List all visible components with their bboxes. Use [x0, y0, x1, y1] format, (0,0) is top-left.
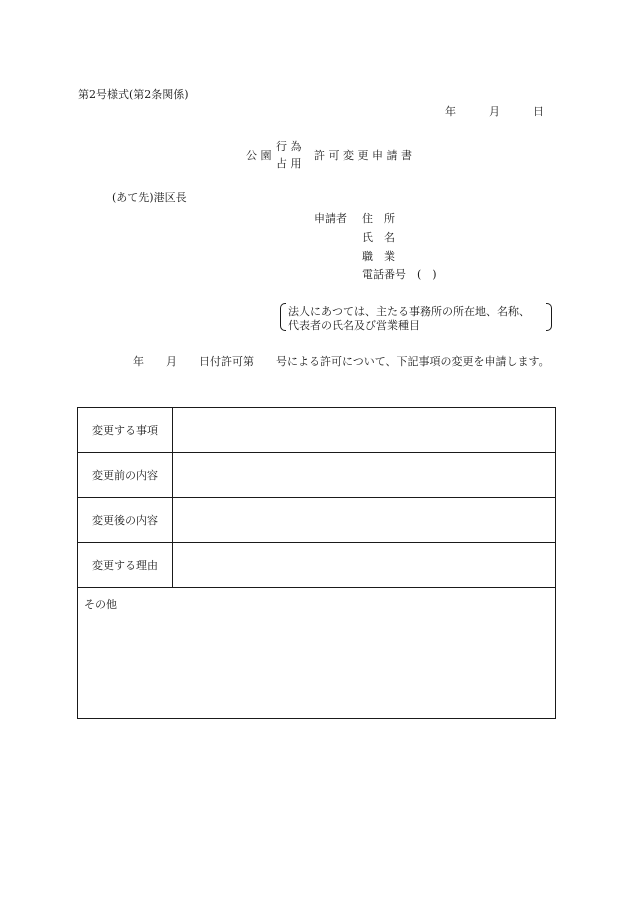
title-main: 許 可 変 更 申 請 書 — [314, 149, 412, 162]
date-line — [445, 103, 544, 119]
table-row — [78, 543, 556, 588]
row-value[interactable] — [173, 543, 556, 588]
row-value[interactable] — [173, 408, 556, 453]
applicant-row-name — [362, 229, 395, 245]
row-label: 変更する事項 — [78, 408, 173, 453]
left-bracket — [280, 303, 286, 331]
row-label: 変更前の内容 — [78, 453, 173, 498]
row-label: 変更する理由 — [78, 543, 173, 588]
title-act-top: 行 為 — [276, 140, 302, 153]
applicant-label: 申請者 — [314, 212, 347, 225]
row-value[interactable] — [173, 453, 556, 498]
corporate-note-line-2: 代表者の氏名及び営業種目 — [288, 319, 420, 332]
corporate-note-line-1: 法人にあつては、主たる事務所の所在地、名称、 — [288, 305, 530, 318]
corporate-note — [280, 303, 552, 331]
other-cell[interactable] — [78, 588, 556, 719]
row-value[interactable] — [173, 498, 556, 543]
body-text: 年 月 日付許可第 号による許可について、下記事項の変更を申請します。 — [78, 355, 550, 368]
date-month: 月 — [489, 105, 500, 118]
table-row — [78, 498, 556, 543]
applicant-field-label: 住 所 — [362, 212, 395, 225]
change-items-table — [77, 407, 556, 719]
date-year: 年 — [445, 105, 456, 118]
table-row — [78, 408, 556, 453]
form-number: 第2号様式(第2条関係) — [78, 88, 189, 101]
title-act-bottom: 占 用 — [276, 157, 302, 170]
row-label: 変更後の内容 — [78, 498, 173, 543]
table-row — [78, 453, 556, 498]
applicant-field-label: 電話番号 ( ) — [362, 268, 437, 281]
title-park: 公 園 — [246, 149, 272, 162]
date-day: 日 — [533, 105, 544, 118]
table-row-other — [78, 588, 556, 719]
applicant-field-label: 氏 名 — [362, 231, 395, 244]
other-label: その他 — [84, 598, 117, 611]
addressee: (あて先)港区長 — [112, 191, 187, 204]
applicant-row-phone — [362, 266, 437, 282]
applicant-row-occupation — [362, 248, 395, 264]
right-bracket — [546, 303, 552, 331]
applicant-row-address — [314, 210, 395, 226]
applicant-field-label: 職 業 — [362, 250, 395, 263]
